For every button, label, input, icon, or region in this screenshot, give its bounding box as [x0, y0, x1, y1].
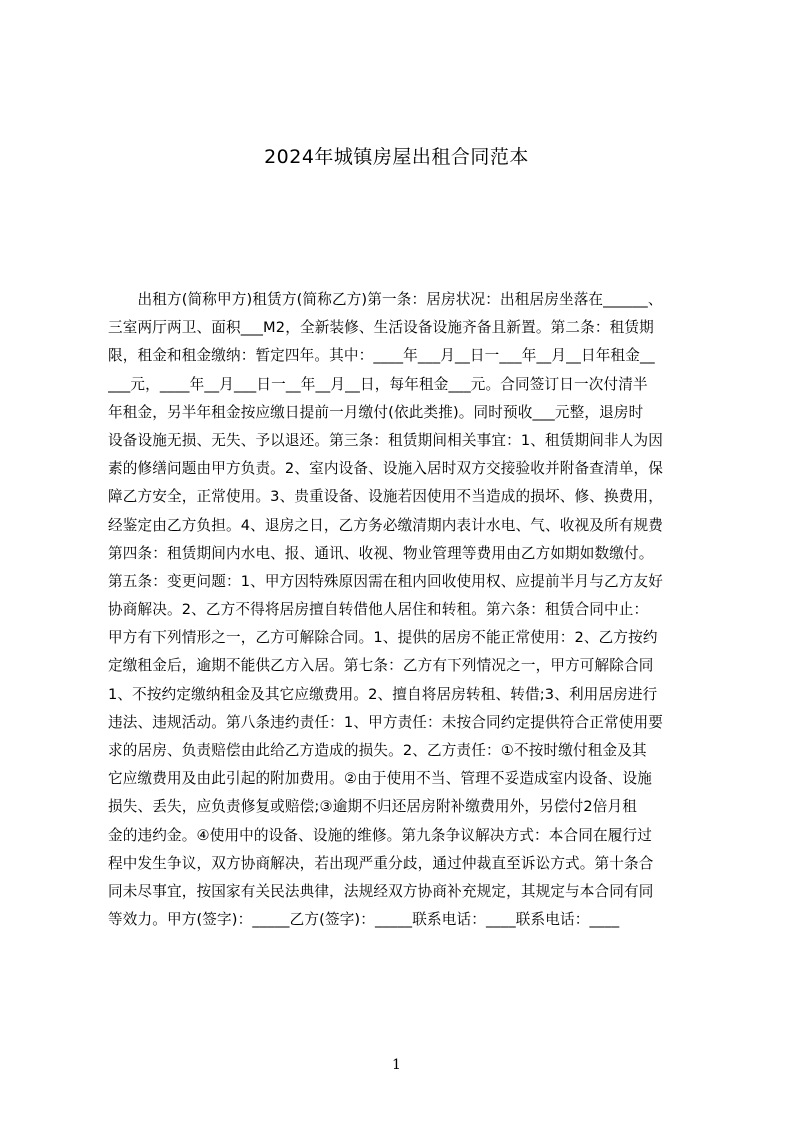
body-line: 三室两厅两卫、面积___M2，全新装修、生活设备设施齐备且新置。第二条：租赁期 [108, 319, 654, 337]
body-line: 素的修缮问题由甲方负责。2、室内设备、设施入居时双方交接验收并附备查清单，保 [108, 460, 663, 478]
body-line: 年租金，另半年租金按应缴日提前一月缴付(依此类推)。同时预收___元整，退房时 [108, 403, 644, 421]
body-line: 金的违约金。④使用中的设备、设施的维修。第九条争议解决方式：本合同在履行过 [108, 826, 653, 844]
body-line: 损失、丢失，应负责修复或赔偿;③逾期不归还居房附补缴费用外，另偿付2倍月租 [108, 798, 638, 816]
body-line: 定缴租金后，逾期不能供乙方入居。第七条：乙方有下列情况之一，甲方可解除合同 [108, 657, 654, 675]
body-line: ___元，____年__月___日一__年__月__日，每年租金___元。合同签订日一次付清半 [108, 375, 648, 393]
body-line: 它应缴费用及由此引起的附加费用。②由于使用不当、管理不妥造成室内设备、设施 [108, 770, 653, 788]
body-line: 等效力。甲方(签字)：_____乙方(签字)：_____联系电话：____联系电话：____ [108, 911, 620, 929]
body-line: 出租方(简称甲方)租赁方(简称乙方)第一条：居房状况：出租居房坐落在______、 [108, 291, 663, 308]
document-title: 2024年城镇房屋出租合同范本 [264, 146, 529, 168]
body-line: 程中发生争议，双方协商解决，若出现严重分歧，通过仲裁直至诉讼方式。第十条合 [108, 854, 654, 872]
body-line: 同未尽事宜，按国家有关民法典律，法规经双方协商补充规定，其规定与本合同有同 [108, 882, 654, 900]
body-line: 第五条：变更问题：1、甲方因特殊原因需在租内回收使用权、应提前半月与乙方友好 [108, 572, 663, 590]
body-line: 1、不按约定缴纳租金及其它应缴费用。2、擅自将居房转租、转借;3、利用居房进行 [108, 685, 658, 703]
contract-body [108, 286, 698, 934]
body-line: 限，租金和租金缴纳：暂定四年。其中：____年___月__日一___年__月__日年租金__ [108, 347, 655, 365]
body-line: 经鉴定由乙方负担。4、退房之日，乙方务必缴清期内表计水电、气、收视及所有规费 [108, 516, 663, 534]
page-number: 1 [392, 1057, 401, 1073]
body-line: 设备设施无损、无失、予以退还。第三条：租赁期间相关事宜：1、租赁期间非人为因 [108, 431, 663, 449]
body-line: 协商解决。2、乙方不得将居房擅自转借他人居住和转租。第六条：租赁合同中止： [108, 601, 649, 619]
body-line: 求的居房、负责赔偿由此给乙方造成的损失。2、乙方责任：①不按时缴付租金及其 [108, 742, 647, 759]
body-line: 违法、违规活动。第八条违约责任：1、甲方责任：未按合同约定提供符合正常使用要 [108, 713, 663, 731]
body-line: 障乙方安全，正常使用。3、贵重设备、设施若因使用不当造成的损坏、修、换费用， [108, 488, 663, 506]
body-line: 第四条：租赁期间内水电、报、通讯、收视、物业管理等费用由乙方如期如数缴付。 [108, 544, 654, 562]
body-line: 甲方有下列情形之一，乙方可解除合同。1、提供的居房不能正常使用：2、乙方按约 [108, 629, 658, 647]
